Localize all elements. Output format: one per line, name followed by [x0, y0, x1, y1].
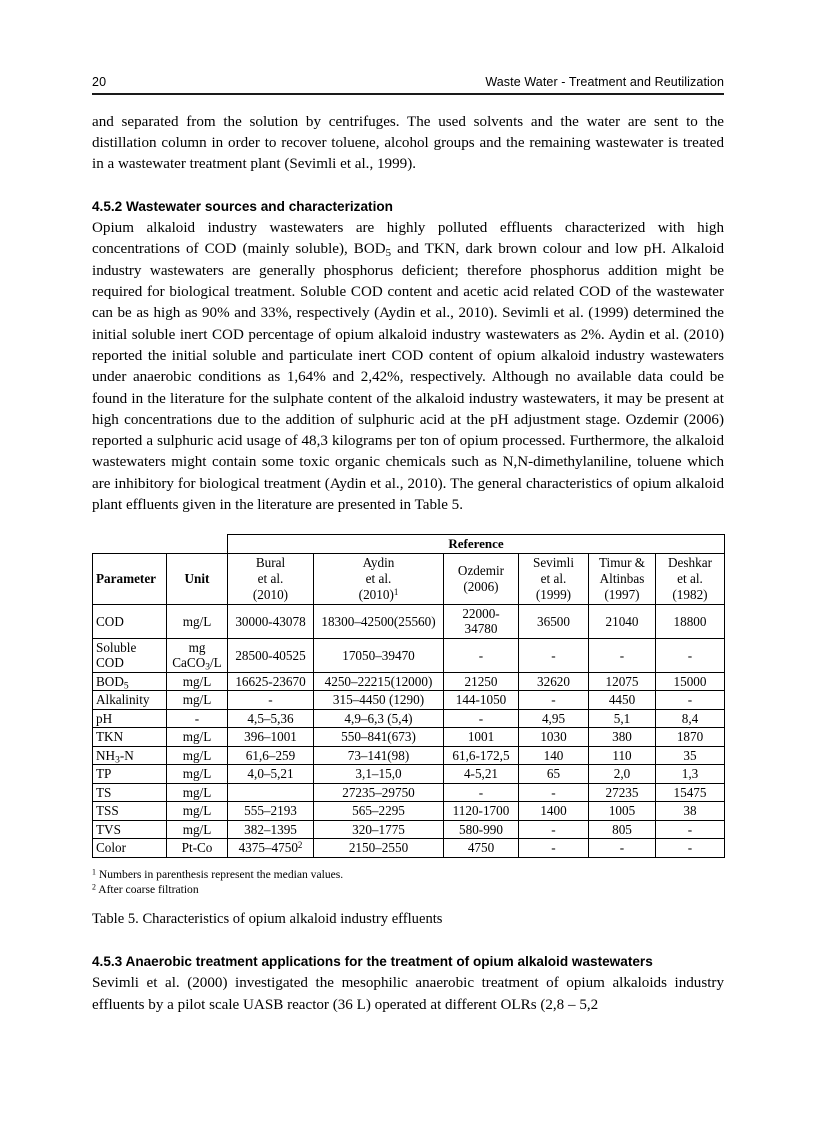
table-row [93, 820, 725, 839]
cell-value: 2,0 [589, 765, 656, 784]
reference-author: Bural [255, 554, 286, 570]
table-footnotes [92, 867, 724, 898]
cell-value: 18300–42500(25560) [314, 604, 444, 638]
cell-value: 805 [589, 820, 656, 839]
footnote-marker: 1 [92, 867, 96, 877]
cell-unit: Pt-Co [167, 839, 228, 858]
cell-value: - [444, 709, 519, 728]
cell-value: 32620 [519, 672, 589, 691]
cell-value: - [519, 820, 589, 839]
cell-value: 15000 [656, 672, 725, 691]
cell-value: 380 [589, 728, 656, 747]
bod-subscript: 5 [385, 247, 392, 260]
cell-value [228, 783, 314, 802]
cell-value: - [656, 691, 725, 710]
cell-value: 17050–39470 [314, 638, 444, 672]
table-5-wrapper [92, 534, 724, 858]
cell-value: 1,3 [656, 765, 725, 784]
cell-value: 555–2193 [228, 802, 314, 821]
cell-value: 22000-34780 [444, 604, 519, 638]
intro-paragraph: and separated from the solution by centrifuges. The used solvents and the water are sent to the distillation column in order to recover toluene, alcohol groups and the remaining wastewater is treated in a wastewater treatment plant (Sevimli et al., 1999). [92, 113, 724, 173]
cell-parameter: Soluble COD [93, 638, 167, 672]
cell-unit: mg CaCO$_3$/L [167, 638, 228, 672]
cell-unit: mg/L [167, 604, 228, 638]
reference-year: $(2010)^1$ [358, 586, 399, 602]
cell-value: 580-990 [444, 820, 519, 839]
cell-value: 550–841(673) [314, 728, 444, 747]
cell-unit: mg/L [167, 802, 228, 821]
footnote-marker: 2 [92, 882, 96, 892]
footnote-line: $^1$ Numbers in parenthesis represent the median values. [92, 867, 344, 881]
cell-parameter: TKN [93, 728, 167, 747]
reference-suffix: et al. [677, 570, 703, 586]
cell-value: 27235 [589, 783, 656, 802]
characteristics-table [92, 534, 725, 858]
cell-unit: mg/L [167, 820, 228, 839]
cell-parameter: TS [93, 783, 167, 802]
heading-4-5-2: 4.5.2 Wastewater sources and characterization [92, 198, 393, 214]
reference-author: Aydin [362, 554, 395, 570]
column-header-reference-2 [444, 553, 519, 604]
cell-value: 21040 [589, 604, 656, 638]
book-title: Waste Water - Treatment and Reutilization [485, 75, 724, 89]
reference-suffix: et al. [365, 570, 392, 586]
cell-value: 4,95 [519, 709, 589, 728]
table-row [93, 638, 725, 672]
reference-group-header: Reference [228, 535, 725, 554]
cell-value: 18800 [656, 604, 725, 638]
cell-value: - [519, 691, 589, 710]
reference-year: (2006) [463, 578, 499, 594]
cell-value: 1005 [589, 802, 656, 821]
page-running-header [92, 76, 724, 95]
page-number: 20 [92, 75, 107, 89]
cell-parameter: $BOD_5$ [93, 672, 167, 691]
cell-value: 4,5–5,36 [228, 709, 314, 728]
cell-value: 12075 [589, 672, 656, 691]
cell-value: 382–1395 [228, 820, 314, 839]
reference-year: (1997) [604, 586, 640, 602]
footnote-line: $^2$ After coarse filtration [92, 882, 199, 897]
spacer-cell-parameter [93, 535, 167, 554]
cell-value: - [519, 638, 589, 672]
reference-author: Deshkar [668, 554, 712, 570]
cell-value: 61,6–259 [228, 746, 314, 765]
cell-unit: mg/L [167, 783, 228, 802]
reference-suffix: Altinbas [599, 570, 645, 586]
cell-value: 61,6-172,5 [444, 746, 519, 765]
reference-year: (1982) [672, 586, 708, 602]
cell-parameter: pH [93, 709, 167, 728]
cell-unit: mg/L [167, 672, 228, 691]
cell-value: 73–141(98) [314, 746, 444, 765]
table-row [93, 765, 725, 784]
cell-value: 320–1775 [314, 820, 444, 839]
cell-value: - [444, 638, 519, 672]
cell-value: 396–1001 [228, 728, 314, 747]
cell-value: - [656, 820, 725, 839]
cell-unit: mg/L [167, 691, 228, 710]
spacer-cell-unit [167, 535, 228, 554]
cell-value: 1001 [444, 728, 519, 747]
table-row [93, 839, 725, 858]
reference-suffix: et al. [540, 570, 567, 586]
cell-value: 4,0–5,21 [228, 765, 314, 784]
cell-value: 144-1050 [444, 691, 519, 710]
paragraph-text-part1: Opium alkaloid industry wastewaters are highly polluted effluents characterized with high concentrations of COD (mainly soluble), BOD [92, 220, 724, 258]
cell-value: 1030 [519, 728, 589, 747]
cell-value: 35 [656, 746, 725, 765]
cell-parameter: $NH_3-N$ [93, 746, 167, 765]
chemical-subscript: 3 [205, 662, 210, 673]
cell-parameter: TVS [93, 820, 167, 839]
column-header-unit: Unit [167, 553, 228, 604]
reference-author: Sevimli [532, 554, 575, 570]
cell-value: - [228, 691, 314, 710]
cell-value: 4750 [444, 839, 519, 858]
table-row [93, 672, 725, 691]
cell-value: 27235–29750 [314, 783, 444, 802]
reference-suffix: et al. [257, 570, 284, 586]
table-row [93, 746, 725, 765]
cell-value: 4,9–6,3 (5,4) [314, 709, 444, 728]
cell-value: 140 [519, 746, 589, 765]
table-row [93, 728, 725, 747]
cell-value: 30000-43078 [228, 604, 314, 638]
column-header-parameter: Parameter [93, 553, 167, 604]
cell-unit: mg/L [167, 765, 228, 784]
section-4-5-3-paragraph: Sevimli et al. (2000) investigated the mesophilic anaerobic treatment of opium alkaloids industry effluents by a pilot scale UASB reactor (36 L) operated at different OLRs (2,8 – 5,2 [92, 975, 724, 1013]
cell-value: 315–4450 (1290) [314, 691, 444, 710]
cell-value: 110 [589, 746, 656, 765]
reference-author: Timur & [598, 554, 646, 570]
paragraph-text-part2: and TKN, dark brown colour and low pH. Alkaloid industry wastewaters are generally phosphorus deficient; therefore phosphorus addition might be required for biological treatment. Soluble COD content and acetic acid related COD of the wastewater can be as high as 90% and 33%, respectively (Aydin et al., 2010). Sevimli et al. (1999) determined the initial soluble inert COD percentage of opium alkaloid industry wastewaters as 2%. Aydin et al. (2010) reported the initial soluble and particulate inert COD content of opium alkaloid industry wastewaters under anaerobic conditions as 1,64% and 2,42%, respectively. Although no available data could be found in the literature for the sulphate content of the alkaloid industry wastewaters, it may be present at high concentrations due to the addition of sulphuric acid at the pH adjustment stage. Ozdemir (2006) reported a sulphuric acid usage of 48,3 kilograms per ton of opium processed. Furthermore, the alkaloid wastewaters might contain some toxic organic chemicals such as N,N-dimethylaniline, toluene which are inhibitory for biological treatment (Aydin et al., 2010). The general characteristics of opium alkaloid plant effluents given in the literature are presented in Table 5. [92, 241, 724, 513]
table-group-header-row [93, 535, 725, 554]
cell-parameter: Color [93, 839, 167, 858]
cell-unit: mg/L [167, 728, 228, 747]
column-header-reference-1 [314, 553, 444, 604]
cell-value: 4375–4750$^2$ [228, 839, 314, 858]
chemical-subscript: 3 [115, 755, 120, 766]
cell-value: 65 [519, 765, 589, 784]
cell-value: 16625-23670 [228, 672, 314, 691]
cell-value: - [589, 638, 656, 672]
cell-value: 1400 [519, 802, 589, 821]
cell-value: - [519, 839, 589, 858]
cell-value: 4450 [589, 691, 656, 710]
cell-value: 36500 [519, 604, 589, 638]
cell-value: 21250 [444, 672, 519, 691]
reference-author: Ozdemir [457, 562, 505, 578]
cell-parameter: COD [93, 604, 167, 638]
column-header-reference-4 [589, 553, 656, 604]
column-header-reference-5 [656, 553, 725, 604]
table-row [93, 604, 725, 638]
cell-parameter: Alkalinity [93, 691, 167, 710]
table-column-header-row [93, 553, 725, 604]
table-row [93, 802, 725, 821]
cell-value: 1120-1700 [444, 802, 519, 821]
cell-unit: mg/L [167, 746, 228, 765]
table-header [93, 535, 725, 605]
table-row [93, 691, 725, 710]
cell-value: 3,1–15,0 [314, 765, 444, 784]
reference-year: (1999) [535, 586, 572, 602]
cell-value: 1870 [656, 728, 725, 747]
cell-unit: - [167, 709, 228, 728]
column-header-reference-0 [228, 553, 314, 604]
heading-4-5-3: 4.5.3 Anaerobic treatment applications for the treatment of opium alkaloid wastewaters [92, 953, 653, 969]
cell-value: 8,4 [656, 709, 725, 728]
cell-parameter: TP [93, 765, 167, 784]
cell-value: 38 [656, 802, 725, 821]
table-caption: Table 5. Characteristics of opium alkaloid industry effluents [92, 910, 443, 927]
footnote-marker: 2 [297, 840, 303, 851]
column-header-reference-3 [519, 553, 589, 604]
cell-value: 4250–22215(12000) [314, 672, 444, 691]
table-body [93, 604, 725, 857]
reference-footnote-marker: 1 [393, 587, 399, 598]
cell-value: 5,1 [589, 709, 656, 728]
cell-value: 4-5,21 [444, 765, 519, 784]
chemical-subscript: 5 [123, 681, 129, 692]
cell-value: - [589, 839, 656, 858]
cell-value: - [656, 638, 725, 672]
cell-value: - [444, 783, 519, 802]
cell-value: - [519, 783, 589, 802]
cell-value: 28500-40525 [228, 638, 314, 672]
reference-year: (2010) [252, 586, 289, 602]
page-content [92, 76, 724, 1016]
cell-value: 565–2295 [314, 802, 444, 821]
cell-value: 15475 [656, 783, 725, 802]
cell-value: 2150–2550 [314, 839, 444, 858]
cell-value: - [656, 839, 725, 858]
table-row [93, 783, 725, 802]
section-4-5-2-paragraph [92, 218, 724, 516]
cell-parameter: TSS [93, 802, 167, 821]
table-row [93, 709, 725, 728]
